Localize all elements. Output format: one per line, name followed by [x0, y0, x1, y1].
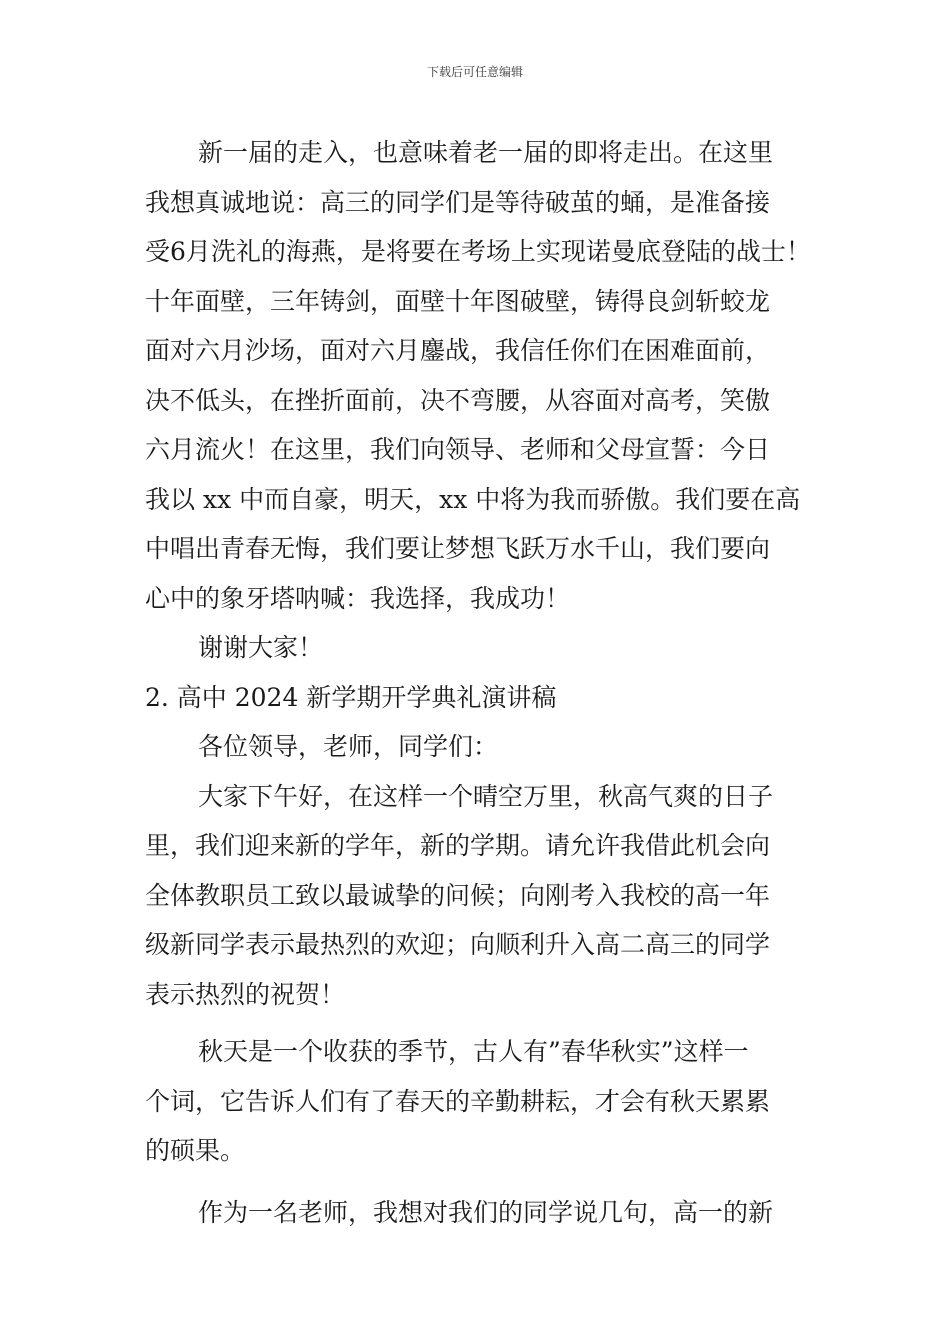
paragraph-spacer [145, 1019, 810, 1027]
paragraph-line: 个词，它告诉人们有了春天的辛勤耕耘，才会有秋天累累 [145, 1086, 771, 1116]
paragraph-line: 的硕果。 [145, 1136, 246, 1165]
paragraph-line: 秋天是一个收获的季节，古人有”春华秋实”这样一 [198, 1037, 749, 1066]
section-title: 2. 高中 2024 新学期开学典礼演讲稿 [145, 682, 557, 712]
paragraph-spacer [145, 1176, 810, 1188]
paragraph-line: 全体教职员工致以最诚挚的问候；向刚考入我校的高一年 [145, 880, 771, 910]
paragraph-farewell [145, 128, 810, 623]
paragraph-line: 中唱出青春无悔，我们要让梦想飞跃万水千山，我们要向 [145, 534, 771, 563]
paragraph-line: 六月流火！在这里，我们向领导、老师和父母宣誓：今日 [145, 435, 771, 464]
paragraph-line: 级新同学表示最热烈的欢迎；向顺利升入高二高三的同学 [145, 930, 771, 959]
paragraph-line: 里，我们迎来新的学年，新的学期。请允许我借此机会向 [145, 831, 771, 860]
paragraph-line: 我想真诚地说：高三的同学们是等待破茧的蛹，是准备接 [145, 187, 771, 217]
paragraph-line: 大家下午好，在这样一个晴空万里，秋高气爽的日子 [198, 781, 774, 811]
paragraph-autumn [145, 1027, 810, 1176]
document-body [145, 128, 810, 1237]
paragraph-greeting [145, 772, 810, 1020]
paragraph-line: 表示热烈的祝贺！ [145, 979, 346, 1009]
paragraph-teacher [145, 1188, 810, 1238]
thanks-line: 谢谢大家！ [198, 633, 324, 662]
paragraph-line: 作为一名老师，我想对我们的同学说几句，高一的新 [198, 1197, 774, 1227]
paragraph-line: 十年面壁，三年铸剑，面壁十年图破壁，铸得良剑斩蛟龙 [145, 286, 771, 316]
paragraph-line: 决不低头，在挫折面前，决不弯腰，从容面对高考，笑傲 [145, 385, 771, 415]
salutation-line: 各位领导，老师，同学们： [198, 732, 499, 761]
paragraph-line: 心中的象牙塔呐喊：我选择，我成功！ [145, 583, 571, 613]
paragraph-line: 我以 xx 中而自豪，明天，xx 中将为我而骄傲。我们要在高 [145, 484, 801, 514]
paragraph-line: 面对六月沙场，面对六月鏖战，我信任你们在困难面前， [145, 336, 771, 365]
paragraph-line: 受6月洗礼的海燕，是将要在考场上实现诺曼底登陆的战士！ [145, 237, 811, 266]
paragraph-line: 新一届的走入，也意味着老一届的即将走出。在这里 [198, 138, 774, 167]
page-header-note: 下载后可任意编辑 [426, 65, 523, 79]
